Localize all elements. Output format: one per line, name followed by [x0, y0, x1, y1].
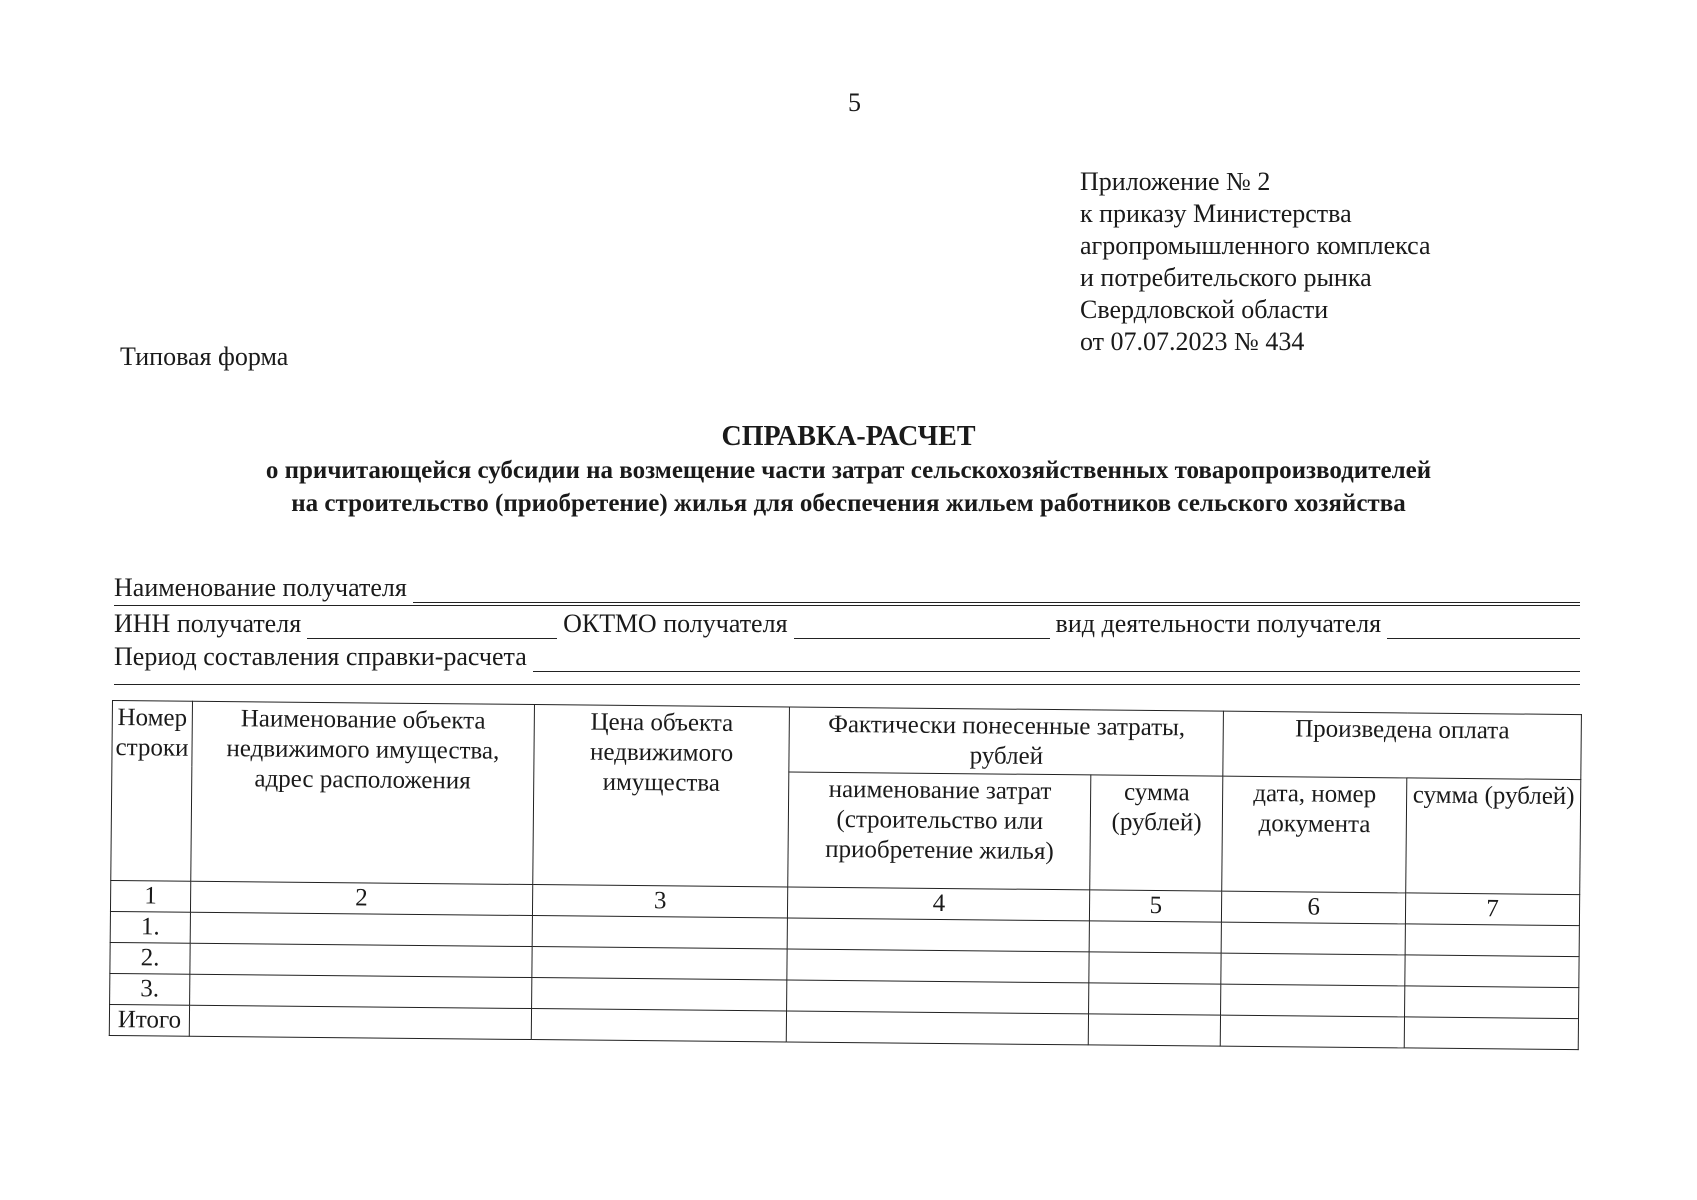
activity-label: вид деятельности получателя	[1055, 609, 1382, 638]
period-row	[114, 639, 1580, 672]
recipient-name-label: Наименование получателя	[114, 573, 407, 602]
appendix-line: Приложение № 2	[1080, 167, 1271, 196]
activity-field[interactable]	[1387, 614, 1580, 639]
table-cell[interactable]	[531, 978, 787, 1011]
inn-field[interactable]	[307, 614, 557, 639]
title-main: СПРАВКА-РАСЧЕТ	[721, 421, 976, 452]
row-label: 3.	[110, 973, 190, 1005]
table-cell[interactable]	[190, 974, 532, 1008]
inn-oktmo-row	[114, 606, 1580, 639]
column-number: 6	[1222, 891, 1406, 924]
table-cell[interactable]	[787, 980, 1089, 1014]
table-cell[interactable]	[787, 949, 1089, 983]
header-object-name: Наименование объекта недвижимого имущества, адрес расположения	[191, 701, 534, 884]
table-cell[interactable]	[1220, 1015, 1404, 1048]
table-cell[interactable]	[1404, 1017, 1578, 1050]
table-cell[interactable]	[1405, 924, 1579, 957]
table-cell[interactable]	[190, 943, 532, 977]
column-number: 7	[1405, 893, 1579, 926]
table-cell[interactable]	[1089, 952, 1221, 984]
table-cell[interactable]	[531, 1009, 787, 1042]
period-field[interactable]	[533, 647, 1580, 672]
table-cell[interactable]	[1221, 922, 1405, 955]
table-cell[interactable]	[532, 916, 788, 949]
inn-label: ИНН получателя	[114, 609, 302, 638]
header-payment-made: Произведена оплата	[1223, 711, 1581, 779]
recipient-name-field[interactable]	[413, 578, 1580, 603]
page-number: 5	[848, 88, 861, 117]
appendix-line: к приказу Министерства	[1080, 199, 1352, 228]
table-cell[interactable]	[1221, 984, 1405, 1017]
recipient-fields	[114, 570, 1580, 685]
calculation-table	[109, 700, 1582, 1050]
table-cell[interactable]	[1088, 1014, 1220, 1046]
header-cost-sum: сумма (рублей)	[1090, 775, 1223, 891]
table-cell[interactable]	[1221, 953, 1405, 986]
row-label-total: Итого	[109, 1004, 189, 1036]
table-cell[interactable]	[788, 918, 1090, 952]
title-line-1: о причитающейся субсидии на возмещение части затрат сельскохозяйственных товаропроизводителей	[265, 457, 1432, 484]
header-payment-sum: сумма (рублей)	[1406, 778, 1581, 895]
oktmo-field[interactable]	[794, 614, 1050, 639]
row-label: 1.	[110, 911, 190, 943]
appendix-line: Свердловской области	[1080, 295, 1329, 324]
header-actual-costs: Фактически понесенные затраты, рублей	[789, 707, 1223, 776]
column-number: 3	[532, 885, 788, 918]
title-line-2: на строительство (приобретение) жилья для обеспечения жильем работников сельского хозяйства	[291, 490, 1406, 517]
period-continuation-line[interactable]	[114, 684, 1580, 685]
appendix-line: и потребительского рынка	[1080, 263, 1372, 292]
appendix-block	[1080, 166, 1431, 358]
header-cost-name: наименование затрат (строительство или приобретение жилья)	[788, 772, 1091, 890]
table-cell[interactable]	[1089, 983, 1221, 1015]
table-cell[interactable]	[532, 947, 788, 980]
column-number: 4	[788, 887, 1090, 921]
table-cell[interactable]	[787, 1011, 1089, 1045]
header-payment-doc: дата, номер документа	[1222, 776, 1407, 893]
appendix-line: агропромышленного комплекса	[1080, 231, 1431, 260]
period-label: Период составления справки-расчета	[114, 642, 527, 671]
appendix-line: от 07.07.2023 № 434	[1080, 327, 1305, 356]
oktmo-label: ОКТМО получателя	[563, 609, 788, 638]
table-cell[interactable]	[1405, 955, 1579, 988]
column-number: 5	[1090, 890, 1222, 922]
form-type-label: Типовая форма	[120, 342, 289, 371]
table-cell[interactable]	[1405, 986, 1579, 1019]
header-object-price: Цена объекта недвижимого имущества	[532, 705, 790, 887]
table-cell[interactable]	[190, 912, 532, 946]
recipient-name-row	[114, 570, 1580, 603]
document-title	[120, 420, 1577, 520]
column-number: 1	[110, 880, 190, 912]
table-cell[interactable]	[189, 1005, 531, 1039]
header-row-number: Номер строки	[111, 701, 193, 882]
column-number: 2	[190, 881, 532, 915]
row-label: 2.	[110, 942, 190, 974]
table-cell[interactable]	[1089, 921, 1221, 953]
